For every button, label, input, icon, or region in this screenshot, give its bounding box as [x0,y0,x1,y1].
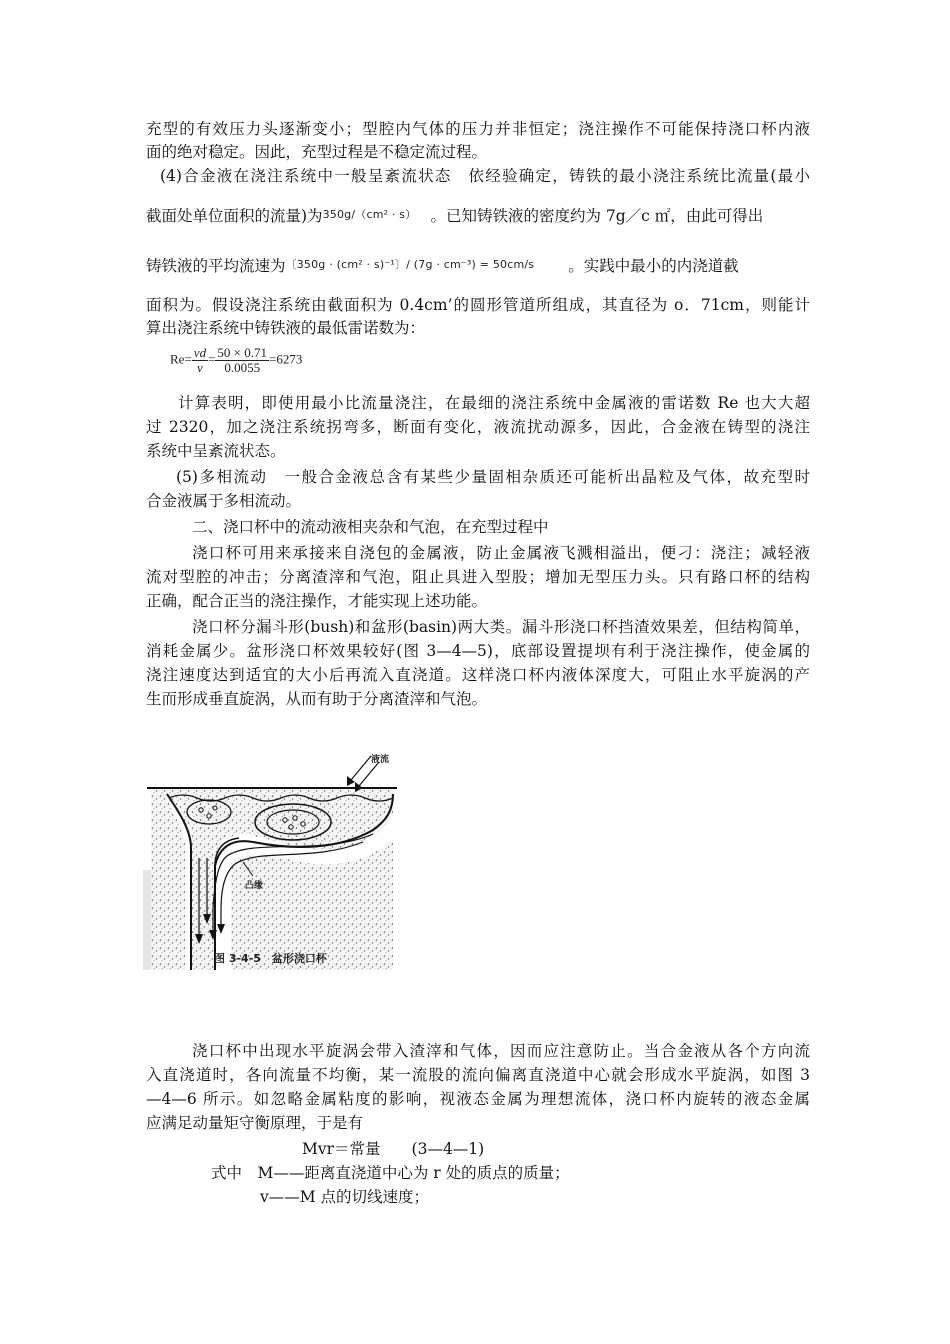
equation: Mvr＝常量 (3—4—1) [302,1140,485,1158]
text-span: 铸铁液的平均流速为 [146,257,286,275]
basin-cup-diagram [143,738,403,970]
text-line: 计算表明，即使用最小比流量浇注，在最细的浇注系统中金属液的雷诺数 Re 也大大超 [178,394,810,412]
text-line: 面积为。假设浇注系统由截面积为 0.4cm’的圆形管道所组成，其直径为 o．71cm，则能计 [146,296,810,314]
text-line: (4)合金液在浇注系统中一般呈紊流状态 依经验确定，铸铁的最小浇注系统比流量(最小 [160,167,810,185]
text-line: 合金液属于多相流动。 [146,492,302,510]
text-line: 浇注速度达到适宜的大小后再流入直浇道。这样浇口杯内液体深度大，可阻止水平旋涡的产 [146,666,810,684]
text-line: 正确，配合正当的浇注操作，才能实现上述功能。 [146,592,488,610]
text-line: 浇口杯分漏斗形(bush)和盆形(basin)两大类。漏斗形浇口杯挡渣效果差，但结构简单， [192,618,810,636]
fraction-numerator: 50 × 0.71 [217,345,268,360]
text-line: 浇口杯可用来承接来自浇包的金属液，防止金属液飞溅相溢出，便刁：浇注；减轻液 [192,544,810,562]
fraction [215,346,269,375]
text-line: 入直浇道时，各向流量不均衡，某一流股的流向偏离直浇道中心就会形成水平旋涡，如图 3 [146,1066,810,1084]
ridge-label: 凸缘 [245,881,264,891]
text-line: 充型的有效压力头逐渐变小；型腔内气体的压力并非恒定；浇注操作不可能保持浇口杯内液 [146,120,810,138]
figure-caption: 图 3-4-5 盆形浇口杯 [214,952,327,965]
re-symbol: Re [170,351,185,367]
text-line: (5)多相流动 一般合金液总含有某些少量固相杂质还可能析出晶粒及气体，故充型时 [176,468,810,486]
reynolds-equation: Re= $\frac{vd}{\nu}$ = $\frac{50 \times 0.71}{0.0055}$ =6273 [170,345,303,375]
fraction-denominator: ν [197,360,203,375]
text-line: 面的绝对稳定。因此，充型过程是不稳定流过程。 [146,143,488,161]
text-line: 浇口杯中出现水平旋涡会带入渣滓和气体，因而应注意防止。当合金液从各个方向流 [192,1042,810,1060]
text-line: 生而形成垂直旋涡，从而有助于分离渣滓和气泡。 [146,690,488,708]
velocity-formula: 〔350g · (cm² · s)⁻¹〕/ (7g · cm⁻³) = 50cm/s [285,258,535,271]
text-line: 消耗金属少。盆形浇口杯效果较好(图 3—4—5)，底部设置提坝有利于浇注操作，使金属的 [146,642,810,660]
text-span: 截面处单位面积的流量)为 [146,207,323,225]
flow-label: 液流 [371,755,390,765]
text-line: 系统中呈紊流状态。 [146,442,286,460]
text-line [146,254,810,277]
where-line: v——M 点的切线速度； [260,1188,430,1206]
text-span: 。已知铸铁液的密度约为 7g／c ㎡，由此可得出 [430,207,764,225]
text-span: 。实践中最小的内浇道截 [568,257,739,275]
text-line: 算出浇注系统中铸铁液的最低雷诺数为： [146,319,426,337]
fraction [192,346,208,375]
where-line: 式中 M——距离直浇道中心为 r 处的质点的质量； [211,1164,570,1182]
text-line: 应满足动量矩守衡原理，于是有 [146,1114,364,1132]
fraction-numerator: vd [193,345,207,360]
text-line: —4—6 所示。如忽略金属粘度的影响，视液态金属为理想流体，浇口杯内旋转的液态金属 [146,1090,810,1108]
text-line [146,204,810,227]
section-heading: 二、浇口杯中的流动液相夹杂和气泡，在充型过程中 [192,518,549,536]
basin-cup-figure [143,738,403,970]
text-line: 过 2320，加之浇注系统拐弯多，断面有变化，液流扰动源多，因此，合金液在铸型的浇注 [146,418,810,436]
flow-rate-formula: 350g/（cm² · s） [322,208,417,221]
re-result: 6273 [276,351,303,367]
text-line: 流对型腔的冲击；分离渣滓和气泡，阻止具进入型股；增加无型压力头。只有路口杯的结构 [146,568,810,586]
fraction-denominator: 0.0055 [224,360,261,375]
